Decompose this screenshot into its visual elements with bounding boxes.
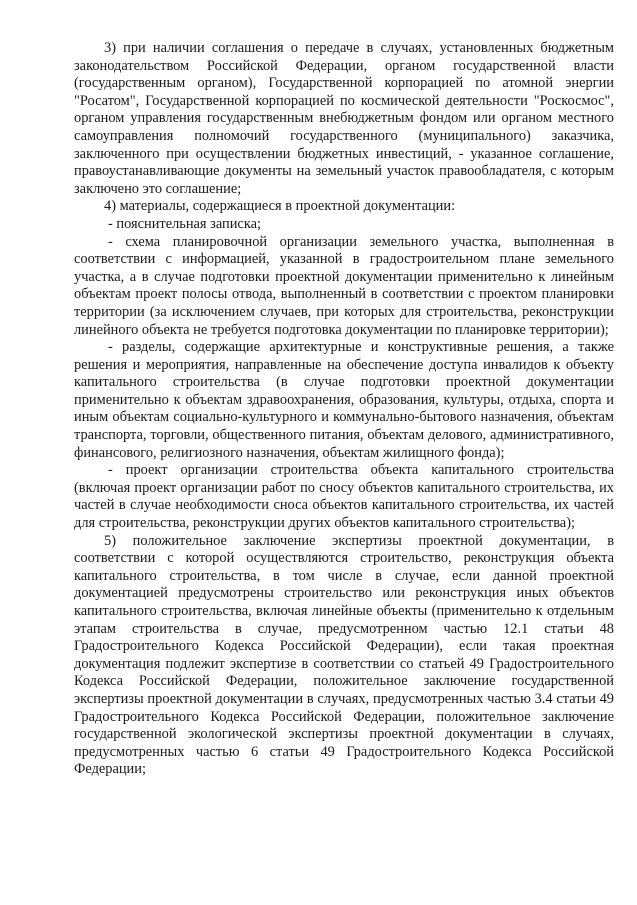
paragraph-item-5: 5) положительное заключение экспертизы проектной документации, в соответствии с которой осуществляются строительство, реконструкция объекта капитального строительства, в том числе в случае, если данной проектной документацией предусмотрены строительство или реконструкция иных объектов капитального строительства, включая линейные объекты (применительно к отдельным этапам строительства в случае, предусмотренном частью 12.1 статьи 48 Градостроительного Кодекса Российской Федерации), если такая проектная документация подлежит экспертизе в соответствии со статьей 49 Градостроительного Кодекса Российской Федерации, положительное заключение государственной экспертизы проектной документации в случаях, предусмотренных частью 3.4 статьи 49 Градостроительного Кодекса Российской Федерации, положительное заключение государственной экологической экспертизы проектной документации в случаях, предусмотренных частью 6 статьи 49 Градостроительного Кодекса Российской Федерации;	[74, 532, 614, 778]
paragraph-item-4: 4) материалы, содержащиеся в проектной документации:	[104, 198, 456, 215]
paragraph-item-3: 3) при наличии соглашения о передаче в случаях, установленных бюджетным законодательством Российской Федерации, органом государственной власти (государственным органом), Государственной корпорацией по атомной энергии "Росатом", Государственной корпорацией по космической деятельности "Роскосмос", органом управления государственным внебюджетным фондом или органом местного самоуправления полномочий государственного (муниципального) заказчика, заключенного при осуществлении бюджетных инвестиций, - указанное соглашение, правоустанавливающие документы на земельный участок правообладателя, с которым заключено это соглашение;	[74, 40, 614, 197]
paragraph-explanatory-note: - пояснительная записка;	[108, 215, 261, 232]
document-page	[74, 40, 614, 779]
paragraph-planning-scheme: - схема планировочной организации земельного участка, выполненная в соответствии с информацией, указанной в градостроительном плане земельного участка, а в случае подготовки проектной документации применительно к линейным объектам проект полосы отвода, выполненный в соответствии с проектом планировки территории (за исключением случаев, при которых для строительства, реконструкции линейного объекта не требуется подготовка документации по планировке территории);	[74, 233, 614, 338]
paragraph-construction-project: - проект организации строительства объекта капитального строительства (включая проект организации работ по сносу объектов капитального строительства, их частей в случае необходимости сноса объектов капитального строительства, их частей для строительства, реконструкции других объектов капитального строительства);	[74, 462, 614, 532]
paragraph-architectural-sections: - разделы, содержащие архитектурные и конструктивные решения, а также решения и мероприятия, направленные на обеспечение доступа инвалидов к объекту капитального строительства (в случае подготовки проектной документации применительно к объектам здравоохранения, образования, культуры, отдыха, спорта и иным объектам социально-культурного и коммунально-бытового назначения, объектам транспорта, торговли, общественного питания, объектам делового, административного, финансового, религиозного назначения, объектам жилищного фонда);	[74, 339, 614, 461]
